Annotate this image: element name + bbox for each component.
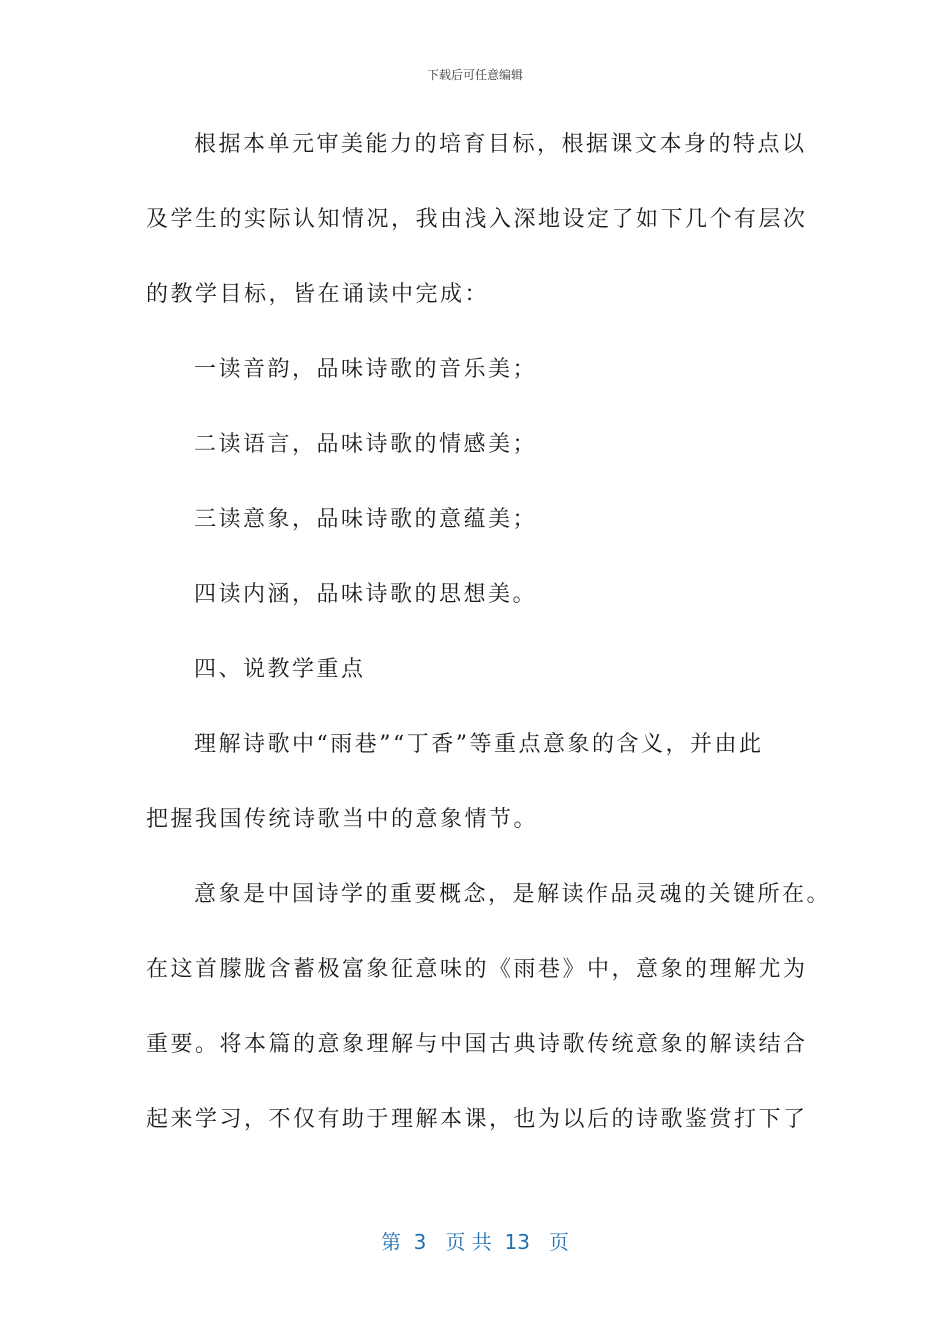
paragraph-line: 意象是中国诗学的重要概念，是解读作品灵魂的关键所在。 xyxy=(194,882,832,907)
paragraph-line: 重要。将本篇的意象理解与中国古典诗歌传统意象的解读结合 xyxy=(146,1032,808,1057)
page-number-footer: 第 3 页 共 13 页 xyxy=(380,1230,570,1254)
paragraph-line: 在这首朦胧含蓄极富象征意味的《雨巷》中，意象的理解尤为 xyxy=(146,957,808,982)
paragraph-line: 的教学目标，皆在诵读中完成： xyxy=(146,282,490,307)
goal-item: 四读内涵，品味诗歌的思想美。 xyxy=(194,582,538,607)
paragraph-line: 把握我国传统诗歌当中的意象情节。 xyxy=(146,807,539,832)
section-heading: 四、说教学重点 xyxy=(194,657,366,682)
document-body xyxy=(146,120,832,1170)
page-header: 下载后可任意编辑 xyxy=(426,68,523,82)
goal-item: 三读意象，品味诗歌的意蕴美； xyxy=(194,507,538,532)
paragraph-line: 根据本单元审美能力的培育目标，根据课文本身的特点以 xyxy=(194,132,807,157)
paragraph-line: 及学生的实际认知情况，我由浅入深地设定了如下几个有层次 xyxy=(146,207,808,232)
paragraph-line: 起来学习，不仅有助于理解本课，也为以后的诗歌鉴赏打下了 xyxy=(146,1107,808,1132)
goal-item: 一读音韵，品味诗歌的音乐美； xyxy=(194,357,538,382)
paragraph-line: 理解诗歌中“雨巷”“丁香”等重点意象的含义，并由此 xyxy=(194,732,764,757)
goal-item: 二读语言，品味诗歌的情感美； xyxy=(194,432,538,457)
